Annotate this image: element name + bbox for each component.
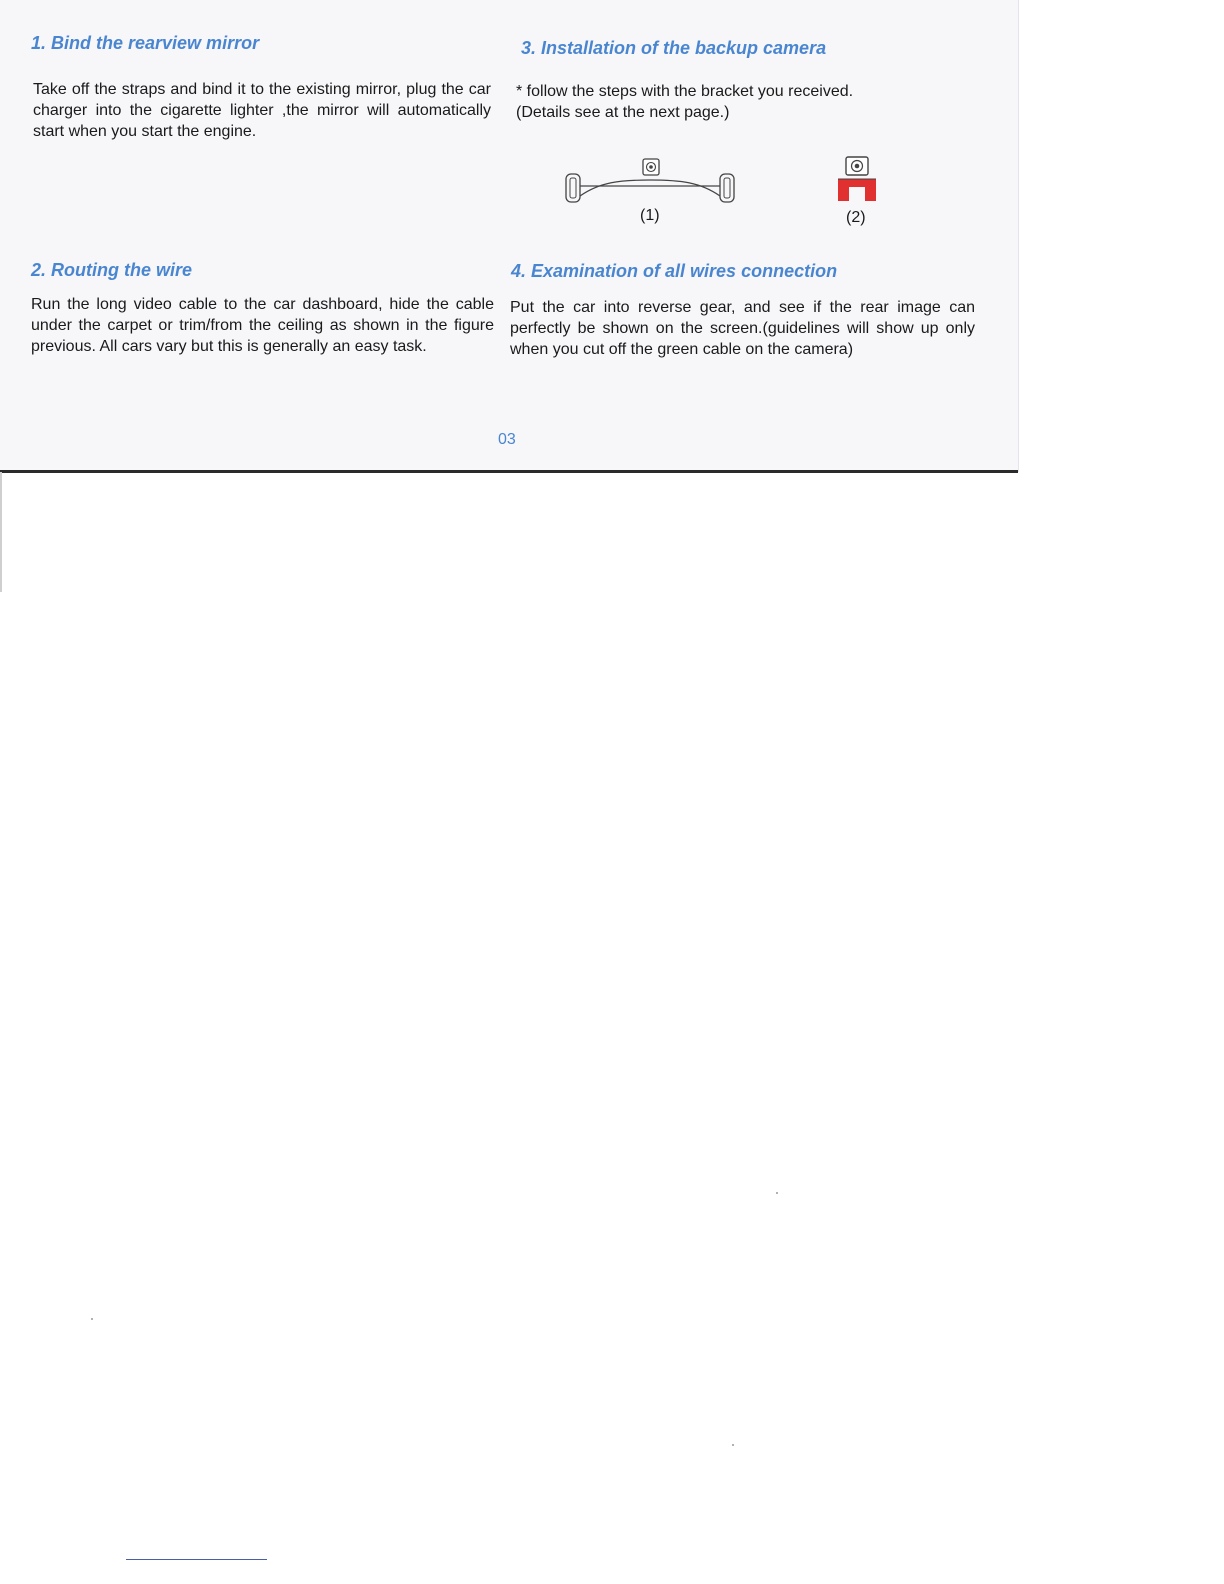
figure-2-label: (2) [846, 209, 866, 226]
section-1-title: 1. Bind the rearview mirror [31, 33, 260, 53]
section-1-body [33, 79, 491, 142]
section-1-text: Take off the straps and bind it to the existing mirror, plug the car charger into the cigarette lighter ,the mirror will automatically start when you start the engine. [33, 81, 491, 140]
scan-speck [776, 1192, 778, 1194]
section-3-line-2: (Details see at the next page.) [516, 104, 730, 121]
section-2-text: Run the long video cable to the car dashboard, hide the cable under the carpet or trim/from the ceiling as shown in the figure previous. All cars vary but this is generally an easy task. [31, 296, 494, 355]
paper-left-edge [0, 472, 2, 592]
section-3-body [516, 81, 956, 123]
scan-speck [732, 1444, 734, 1446]
figure-1-label: (1) [640, 207, 660, 224]
section-4-body [510, 297, 975, 360]
section-2-body [31, 294, 494, 357]
page-number: 03 [498, 431, 516, 448]
bracket-mount-camera-icon [834, 154, 880, 204]
section-4-text: Put the car into reverse gear, and see if the rear image can perfectly be shown on the screen.(guidelines will show up only when you cut off the green cable on the camera) [510, 299, 975, 358]
bottom-underline [126, 1559, 267, 1560]
section-2-title: 2. Routing the wire [31, 260, 193, 280]
scan-speck [91, 1318, 93, 1320]
section-4-title: 4. Examination of all wires connection [511, 261, 838, 281]
manual-page [0, 0, 1019, 472]
section-3-title: 3. Installation of the backup camera [521, 38, 827, 58]
license-plate-bracket-camera-icon [560, 156, 740, 208]
page-bottom-edge [0, 470, 1018, 473]
section-3-line-1: * follow the steps with the bracket you received. [516, 83, 854, 100]
